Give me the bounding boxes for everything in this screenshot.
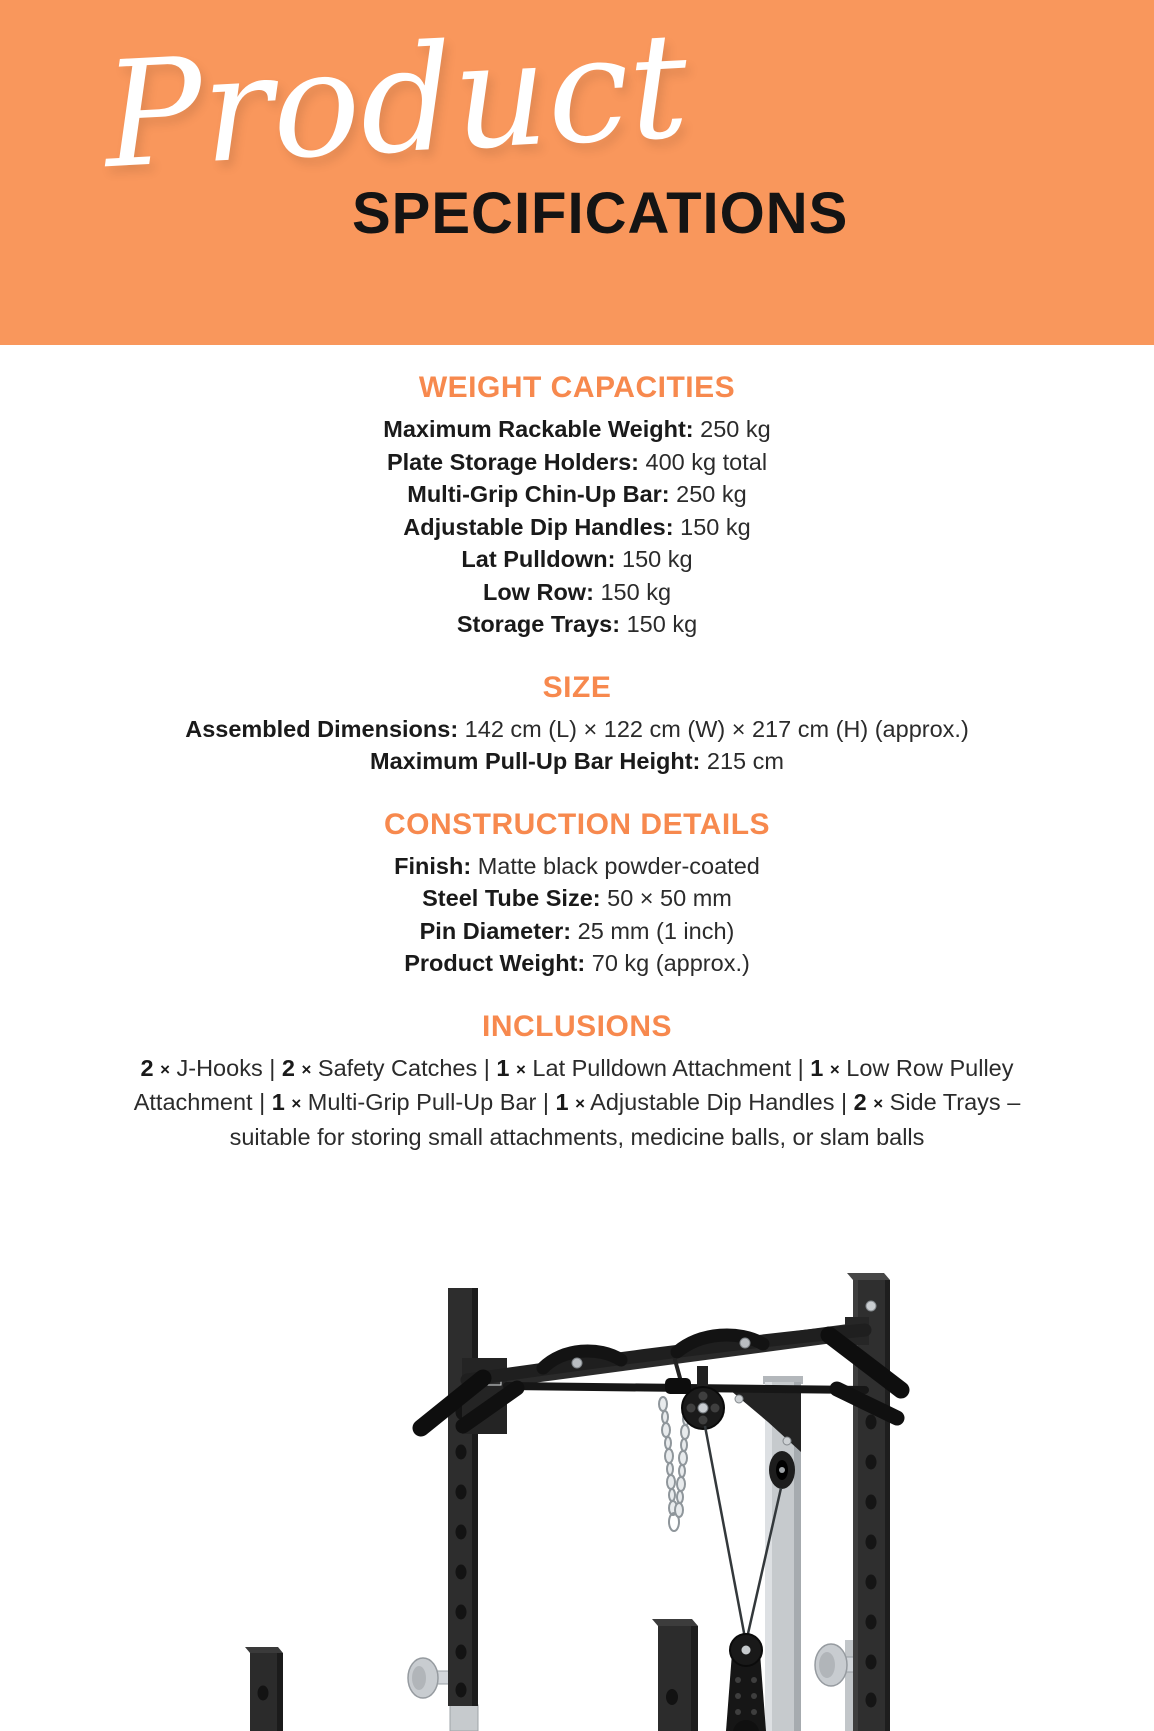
spec-line	[0, 446, 1154, 479]
spec-content	[0, 345, 1154, 1153]
times-symbol: ×	[575, 1094, 585, 1113]
times-symbol: ×	[829, 1059, 840, 1079]
spec-line	[0, 543, 1154, 576]
left-weight-horn	[408, 1658, 453, 1698]
spec-value: 215 cm	[700, 748, 784, 774]
spec-line	[0, 413, 1154, 446]
inclusion-qty: 2	[140, 1054, 154, 1081]
bottom-pulley-assembly	[726, 1634, 766, 1731]
spec-sections	[0, 371, 1154, 980]
inclusions-text: 2 × J-Hooks | 2 × Safety Catches | 1 × Lat Pulldown Attachment | 1 × Low Row Pulley Attachment | 1 × Multi-Grip Pull-Up Bar | 1 × Adjustable Dip Handles | 2 × Side Trays – suitable for storing small attachments, medicine balls, or slam balls	[133, 1054, 1021, 1150]
spec-section	[0, 671, 1154, 778]
spec-value: 150 kg	[615, 546, 693, 572]
product-photo	[225, 1160, 965, 1731]
spec-label: Finish:	[394, 852, 472, 879]
spec-line	[0, 511, 1154, 544]
spec-line	[0, 915, 1154, 948]
spec-label: Low Row:	[482, 578, 594, 605]
spec-label: Pin Diameter:	[419, 917, 572, 944]
spec-value: 250 kg	[693, 416, 771, 442]
times-symbol: ×	[160, 1059, 170, 1079]
script-title: Product	[99, 0, 692, 202]
spec-line	[0, 608, 1154, 641]
inclusions-section	[0, 1010, 1154, 1154]
spec-label: Storage Trays:	[456, 611, 621, 637]
spec-value: 400 kg total	[639, 448, 768, 475]
spec-value: 70 kg (approx.)	[585, 950, 750, 976]
spec-label: Maximum Rackable Weight:	[383, 416, 694, 442]
times-symbol: ×	[873, 1094, 884, 1113]
inclusion-qty: 1	[810, 1054, 824, 1081]
section-heading: CONSTRUCTION DETAILS	[383, 807, 771, 841]
spec-line	[0, 576, 1154, 609]
spec-value: 250 kg	[669, 481, 747, 507]
spec-label: Product Weight:	[404, 950, 586, 976]
inclusion-qty: 1	[496, 1054, 510, 1081]
section-heading: INCLUSIONS	[481, 1009, 672, 1043]
middle-short-post	[652, 1619, 698, 1731]
spec-value: 150 kg	[673, 513, 751, 540]
spec-line	[0, 745, 1154, 778]
spec-line	[0, 882, 1154, 915]
spec-value: 25 mm (1 inch)	[571, 917, 735, 944]
spec-value: 150 kg	[593, 578, 672, 605]
left-upright-post	[448, 1288, 478, 1731]
spec-label: Multi-Grip Chin-Up Bar:	[407, 481, 670, 507]
page-title: SPECIFICATIONS	[352, 181, 849, 246]
inclusion-qty: 2	[281, 1054, 295, 1081]
spec-label: Lat Pulldown:	[461, 546, 616, 572]
post-pulley	[769, 1451, 795, 1489]
spec-label: Adjustable Dip Handles:	[403, 513, 674, 540]
spec-line	[0, 713, 1154, 746]
spec-label: Plate Storage Holders:	[386, 448, 639, 475]
times-symbol: ×	[516, 1059, 526, 1079]
spec-section	[0, 808, 1154, 980]
spec-value: 150 kg	[620, 611, 698, 637]
spec-line	[0, 947, 1154, 980]
header-banner	[0, 0, 1154, 345]
inclusion-qty: 1	[555, 1089, 569, 1115]
top-pulley	[682, 1366, 724, 1429]
spec-value: 50 × 50 mm	[600, 885, 732, 911]
spec-section	[0, 371, 1154, 641]
spec-line	[0, 850, 1154, 883]
section-heading: SIZE	[542, 670, 612, 704]
spec-value: Matte black powder-coated	[471, 852, 760, 879]
times-symbol: ×	[301, 1059, 312, 1079]
spec-value: 142 cm (L) × 122 cm (W) × 217 cm (H) (approx.)	[458, 715, 969, 742]
section-heading: WEIGHT CAPACITIES	[418, 371, 736, 404]
inclusion-qty: 2	[853, 1089, 867, 1115]
inclusion-qty: 1	[271, 1089, 285, 1115]
spec-label: Assembled Dimensions:	[185, 715, 459, 742]
times-symbol: ×	[291, 1094, 302, 1113]
left-short-post	[245, 1647, 283, 1731]
spec-line	[0, 478, 1154, 511]
spec-label: Steel Tube Size:	[422, 885, 601, 911]
spec-label: Maximum Pull-Up Bar Height:	[370, 748, 701, 774]
